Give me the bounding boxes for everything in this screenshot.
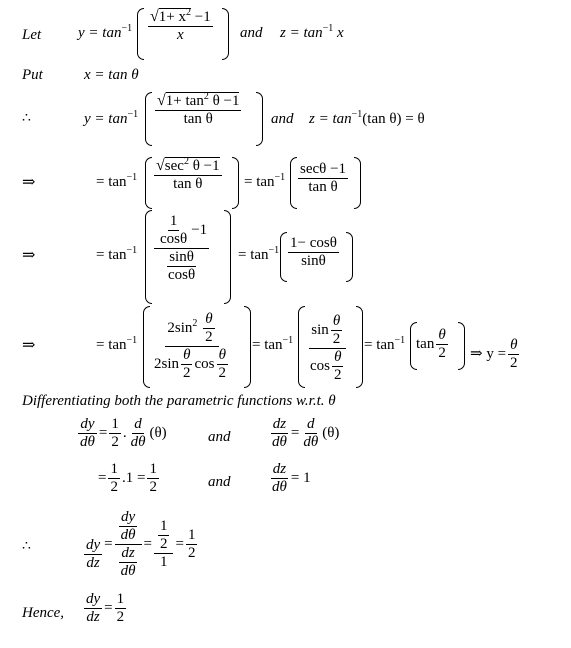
- therefore-symbol: ∴: [22, 111, 31, 126]
- therefore-symbol-2: ∴: [22, 539, 31, 554]
- let-y-lhs: $y = \tan^{-1}$: [78, 23, 133, 41]
- l6-left-paren: [143, 306, 150, 388]
- l5-right-paren-2: [346, 232, 353, 282]
- d1-and: and: [208, 429, 231, 445]
- l4-eq: = $\tan^{-1}$: [96, 172, 138, 190]
- l4-right-paren-2: [354, 157, 361, 209]
- l5-complex-fraction: $\frac{1}{\cos\theta}$ −1 $\frac{\sin\theta}{\cos\theta}$: [152, 214, 211, 283]
- l6-y-result: ⇒ y = $\frac{\theta}{2}$: [470, 337, 518, 371]
- let-y-fraction: $\frac{√1+ x^2 -1}{x}$: [150, 7, 211, 43]
- dy-dtheta-eq: $\frac{dy}{d\theta}$ = $\frac{1}{2}$ . $\frac{d}{d\theta}$ (θ): [80, 416, 167, 450]
- l3-z-def: $z = \tan^{-1}(\tan$ θ) = θ: [309, 109, 425, 127]
- l4-fraction-2: $\frac{\sec\theta -1}{\text{tan θ}}$: [300, 161, 347, 195]
- l5-fraction-2: $\frac{1- \cos\theta}{\sin\theta}$: [290, 235, 337, 269]
- l4-fraction-1: $\frac{√\sec^2 \theta -1}{\text{tan θ}}$: [156, 156, 220, 192]
- l6-fraction-1: $2\sin^2$ $\frac{\theta}{2}$ 2sin $\frac{\theta}{2}$ cos $\frac{\theta}{2}$: [154, 311, 227, 381]
- l5-eq: = $\tan^{-1}$: [96, 245, 138, 263]
- let-and: and: [240, 25, 263, 41]
- l6-right-paren-3: [458, 322, 465, 370]
- l6-eq: = $\tan^{-1}$: [96, 335, 138, 353]
- put-label: Put: [22, 67, 43, 83]
- l3-right-paren: [256, 92, 263, 146]
- l6-eq2: = $\tan^{-1}$: [252, 335, 294, 353]
- put-expr: x = tan θ: [84, 67, 139, 83]
- dy-dz-chain: $\frac{dy}{dz}$ = $\frac{\frac{dy}{d\theta}}{\frac{dz}{d\theta}}$ = $\frac{\frac{1}{2}}{1}$ = $\frac{1}{2}$: [86, 509, 196, 579]
- l6-fraction-2: sin $\frac{\theta}{2}$ cos $\frac{\theta}{2}$: [306, 314, 350, 383]
- d2-and: and: [208, 474, 231, 490]
- implies-arrow-3: ⇒: [22, 337, 36, 354]
- implies-arrow-2: ⇒: [22, 247, 36, 264]
- final-result: $\frac{dy}{dz}$ = $\frac{1}{2}$: [86, 591, 125, 625]
- l3-y-lhs: $y = \tan^{-1}$: [84, 109, 139, 127]
- let-label: Let: [22, 27, 42, 43]
- hence-label: Hence,: [22, 605, 65, 621]
- l4-eq2: = $\tan^{-1}$: [244, 172, 286, 190]
- l5-right-paren: [224, 210, 231, 304]
- l6-right-paren-2: [356, 306, 363, 388]
- l5-left-paren: [145, 210, 152, 304]
- l3-and: and: [271, 111, 294, 127]
- dz-dtheta-eq: $\frac{dz}{d\theta}$ = $\frac{d}{d\theta}$ (θ): [272, 416, 340, 450]
- l6-tan-half: tan $\frac{\theta}{2}$: [416, 327, 446, 361]
- l6-left-paren-2: [298, 306, 305, 388]
- d2-lhs: = $\frac{1}{2}$ .1 = $\frac{1}{2}$: [98, 461, 157, 495]
- l5-eq2: = $\tan^{-1}$: [238, 245, 280, 263]
- let-y-right-paren: [222, 8, 229, 60]
- l4-left-paren: [145, 157, 152, 209]
- l4-right-paren: [232, 157, 239, 209]
- let-z-def: $z = \tan^{-1} x$: [280, 23, 344, 41]
- d2-dz-result: $\frac{dz}{d\theta}$ = 1: [272, 461, 311, 495]
- l3-left-paren: [145, 92, 152, 146]
- l6-eq3: = $\tan^{-1}$: [364, 335, 406, 353]
- l6-right-paren: [244, 306, 251, 388]
- l3-fraction: $\frac{√1+ \tan^2 \theta -1}{\text{tan θ}}$: [157, 91, 240, 127]
- let-y-left-paren: [137, 8, 144, 60]
- differentiating-statement: Differentiating both the parametric functions w.r.t. θ: [22, 393, 336, 409]
- implies-arrow-1: ⇒: [22, 174, 36, 191]
